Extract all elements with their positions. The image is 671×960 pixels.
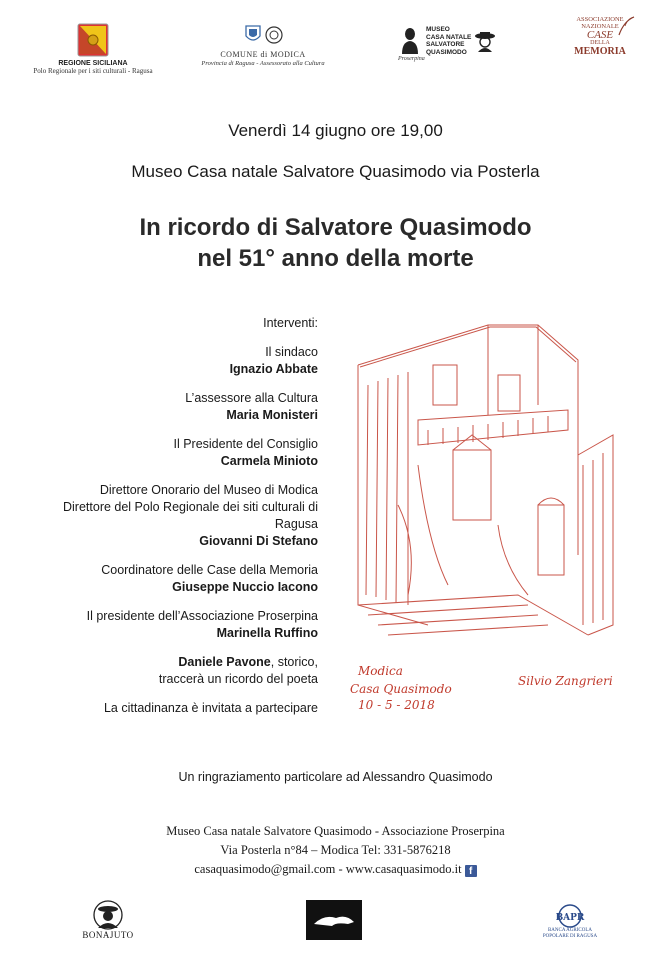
speakers-list bbox=[20, 315, 318, 729]
event-date: Venerdì 14 giugno ore 19,00 bbox=[228, 121, 443, 140]
facebook-icon[interactable]: f bbox=[465, 865, 477, 877]
thanks-note: Un ringraziamento particolare ad Alessandro Quasimodo bbox=[178, 770, 493, 784]
logo-comune-modica bbox=[198, 14, 328, 84]
speaker-role: Coordinatore delle Case della Memoria bbox=[101, 563, 318, 577]
comune-subtitle: Provincia di Ragusa - Assessorato alla Cultura bbox=[201, 60, 325, 67]
sketch-caption-3: 10 - 5 - 2018 bbox=[358, 698, 435, 710]
bapr-emblem-icon bbox=[555, 904, 585, 928]
sicily-emblem-icon bbox=[76, 22, 110, 58]
hat-portrait-icon bbox=[474, 30, 496, 52]
island-silhouette-icon bbox=[306, 900, 362, 940]
logo-bapr bbox=[540, 900, 600, 940]
speaker-item-pavone bbox=[20, 654, 318, 688]
speaker-name: Marinella Ruffino bbox=[216, 626, 318, 640]
footer-line2: Via Posterla n°84 – Modica Tel: 331-5876218 bbox=[220, 843, 451, 857]
assoc-line5: MEMORIA bbox=[574, 46, 626, 57]
speaker-name: Ignazio Abbate bbox=[229, 362, 318, 376]
speaker-item bbox=[20, 436, 318, 470]
comune-title: COMUNE di MODICA bbox=[220, 50, 306, 59]
museo-proserpina: Proserpina bbox=[398, 56, 425, 62]
speaker-item bbox=[20, 390, 318, 424]
event-venue: Museo Casa natale Salvatore Quasimodo via Posterla bbox=[131, 162, 540, 181]
logo-regione-siciliana bbox=[18, 14, 168, 84]
speaker-role-secondary: Direttore del Polo Regionale dei siti culturali di Ragusa bbox=[63, 500, 318, 531]
speaker-role: Direttore Onorario del Museo di Modica bbox=[99, 483, 318, 497]
speaker-role: Il Presidente del Consiglio bbox=[173, 437, 318, 451]
quill-icon bbox=[616, 16, 636, 36]
regione-title: REGIONE SICILIANA bbox=[58, 60, 128, 67]
sketch-signature: Silvio Zangrieri bbox=[518, 674, 613, 688]
museo-line2: CASA NATALE bbox=[426, 33, 472, 41]
speaker-name: Carmela Minioto bbox=[220, 454, 318, 468]
speaker-name: Maria Monisteri bbox=[226, 408, 318, 422]
footer-line1: Museo Casa natale Salvatore Quasimodo - Associazione Proserpina bbox=[166, 824, 505, 838]
assoc-line3: CASE bbox=[586, 29, 614, 41]
pavone-name: Daniele Pavone bbox=[178, 655, 271, 669]
event-title bbox=[0, 212, 671, 274]
bonajuto-text: BONAJUTO bbox=[82, 930, 134, 940]
speaker-item bbox=[20, 482, 318, 550]
museo-line1: MUSEO bbox=[426, 26, 450, 33]
event-title-line1: In ricordo di Salvatore Quasimodo bbox=[139, 214, 532, 241]
bapr-letters: BAPR bbox=[555, 913, 585, 923]
logo-case-della-memoria bbox=[560, 14, 640, 70]
museo-line3: SALVATORE bbox=[426, 41, 465, 48]
regione-subtitle: Polo Regionale per i siti culturali - Ragusa bbox=[33, 67, 153, 75]
logo-bonajuto bbox=[78, 900, 138, 940]
closing-invitation: La cittadinanza è invitata a partecipare bbox=[103, 701, 318, 715]
speaker-role: L’assessore alla Cultura bbox=[185, 391, 318, 405]
bapr-caption-1: BANCA AGRICOLA bbox=[547, 928, 593, 933]
comune-crest-icon bbox=[240, 24, 286, 46]
speaker-name: Giuseppe Nuccio Iacono bbox=[172, 580, 318, 594]
logo-black-square bbox=[306, 900, 362, 940]
speaker-item bbox=[20, 562, 318, 596]
speakers-heading: Interventi: bbox=[263, 316, 318, 330]
event-title-line2: nel 51° anno della morte bbox=[197, 245, 474, 272]
speaker-item bbox=[20, 344, 318, 378]
speaker-role: Il sindaco bbox=[265, 345, 318, 359]
pavone-role: , storico, bbox=[270, 655, 318, 669]
assoc-line2: NAZIONALE bbox=[581, 23, 619, 30]
pavone-line2: traccerà un ricordo del poeta bbox=[158, 672, 318, 686]
footer-line3: casaquasimodo@gmail.com - www.casaquasimodo.it bbox=[194, 862, 462, 876]
bapr-caption-2: POPOLARE DI RAGUSA bbox=[542, 934, 598, 939]
speaker-role: Il presidente dell’Associazione Proserpina bbox=[86, 609, 318, 623]
sketch-building bbox=[358, 325, 613, 635]
sketch-caption-2: Casa Quasimodo bbox=[350, 682, 452, 696]
speaker-name: Giovanni Di Stefano bbox=[199, 534, 318, 548]
logo-museo-quasimodo bbox=[398, 24, 498, 64]
assoc-line1: ASSOCIAZIONE bbox=[576, 16, 624, 23]
poet-silhouette-icon bbox=[400, 26, 420, 54]
sketch-caption-1: Modica bbox=[358, 664, 403, 678]
museo-line4: QUASIMODO bbox=[426, 48, 467, 56]
assoc-line4: DELLA bbox=[590, 40, 610, 46]
speaker-item bbox=[20, 608, 318, 642]
footer-contacts bbox=[0, 822, 671, 879]
house-sketch bbox=[338, 305, 638, 710]
chef-portrait-icon bbox=[90, 900, 126, 930]
